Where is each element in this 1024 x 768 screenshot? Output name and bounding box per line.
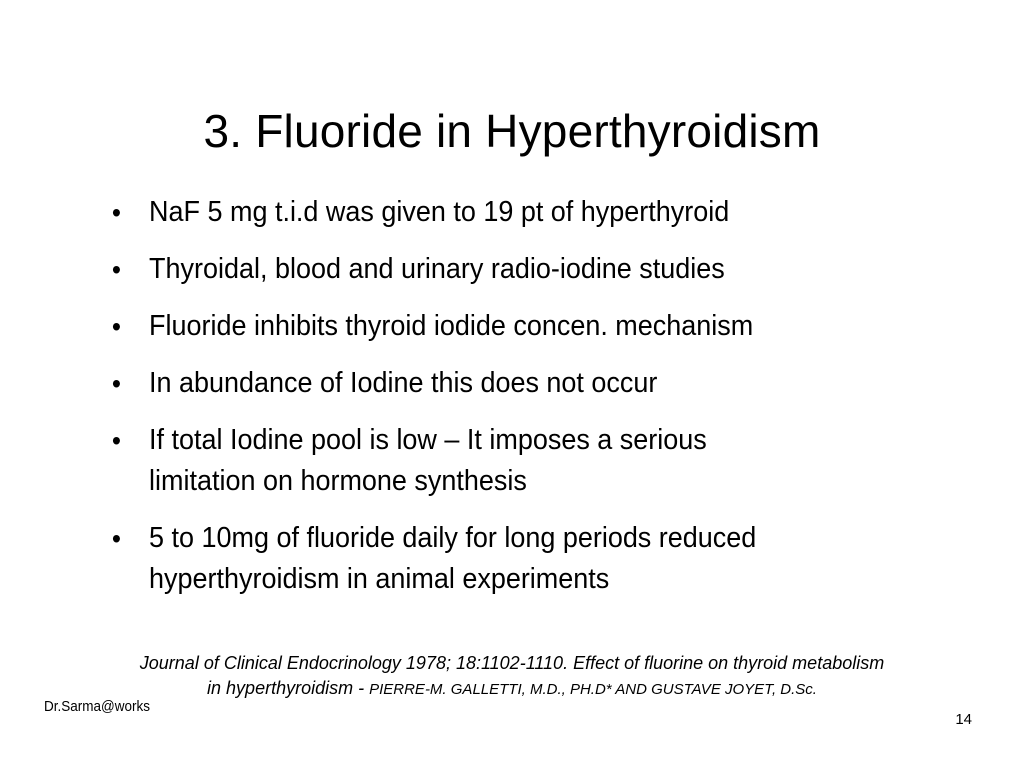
bullet-text: NaF 5 mg t.i.d was given to 19 pt of hyperthyroid <box>149 196 730 228</box>
bullet-dot-icon: • <box>111 254 121 285</box>
bullet-dot-icon: • <box>111 368 121 399</box>
bullet-text: Fluoride inhibits thyroid iodide concen. mechanism <box>149 310 754 342</box>
bullet-item <box>110 518 854 600</box>
bullet-text-continuation: hyperthyroidism in animal experiments <box>149 563 610 595</box>
citation <box>0 651 1024 702</box>
bullet-item <box>110 420 854 502</box>
page-number: 14 <box>955 711 972 728</box>
bullet-text-continuation: limitation on hormone synthesis <box>149 465 527 497</box>
bullet-item <box>110 363 854 404</box>
bullet-text: Thyroidal, blood and urinary radio-iodine studies <box>149 253 725 285</box>
bullet-text: In abundance of Iodine this does not occur <box>149 367 658 399</box>
bullet-item <box>110 249 854 290</box>
citation-line-2 <box>0 676 1024 702</box>
bullet-text: 5 to 10mg of fluoride daily for long periods reduced <box>149 522 757 554</box>
bullet-dot-icon: • <box>111 311 121 342</box>
citation-line-1: Journal of Clinical Endocrinology 1978; 18:1102-1110. Effect of fluorine on thyroid metabolism <box>139 653 885 673</box>
bullet-list <box>110 192 910 616</box>
citation-authors: PIERRE-M. GALLETTI, M.D., PH.D* AND GUSTAVE JOYET, D.Sc. <box>369 681 817 698</box>
bullet-dot-icon: • <box>111 425 121 456</box>
bullet-text: If total Iodine pool is low – It imposes a serious <box>149 424 707 456</box>
footer-author: Dr.Sarma@works <box>44 698 150 715</box>
bullet-item <box>110 306 854 347</box>
bullet-dot-icon: • <box>111 523 121 554</box>
bullet-dot-icon: • <box>111 197 121 228</box>
bullet-item <box>110 192 854 233</box>
slide-title: 3. Fluoride in Hyperthyroidism <box>203 104 821 157</box>
citation-journal-tail: in hyperthyroidism - <box>207 678 370 698</box>
